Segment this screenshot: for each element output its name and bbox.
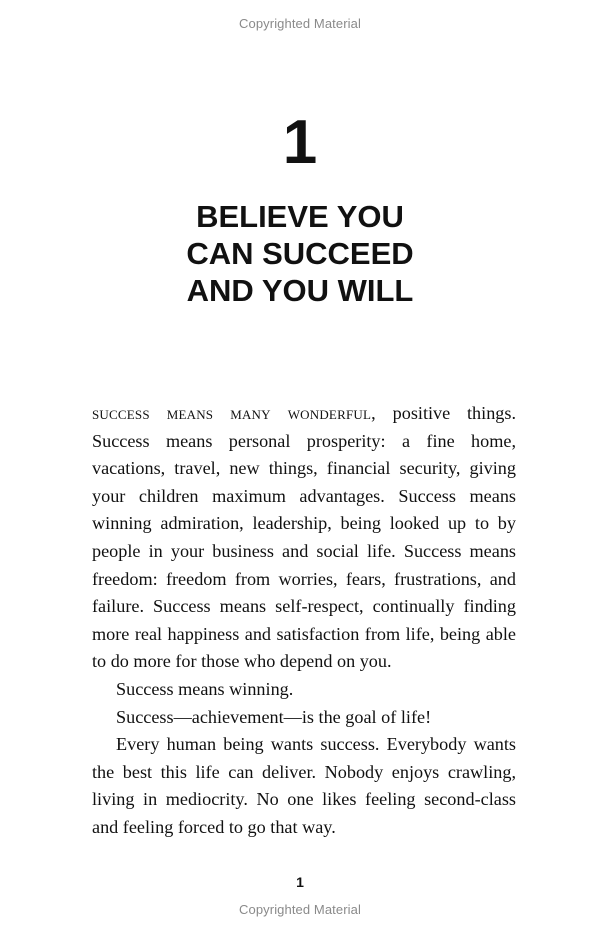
paragraph-3: Success—achievement—is the goal of life!	[116, 706, 432, 727]
chapter-title-line-1: BELIEVE YOU	[196, 199, 404, 234]
paragraph-1	[92, 400, 516, 676]
paragraph-2: Success means winning.	[116, 678, 294, 699]
chapter-number: 1	[282, 108, 318, 177]
chapter-body	[92, 400, 516, 842]
chapter-title-line-3: AND YOU WILL	[186, 273, 414, 308]
copyright-watermark-top: Copyrighted Material	[239, 16, 361, 31]
paragraph-4: Every human being wants success. Everybody wants the best this life can deliver. Nobody enjoys crawling, living in mediocrity. No one likes feeling second-class and feeling forced to go that way.	[92, 734, 516, 837]
copyright-watermark-bottom: Copyrighted Material	[239, 902, 361, 917]
chapter-title	[0, 198, 600, 309]
page-number: 1	[296, 874, 304, 890]
opening-smallcaps: success means many wonderful,	[92, 403, 376, 423]
paragraph-1-text: positive things. Success means personal prosperity: a fine home, vacations, travel, new things, financial security, giving your children maximum advantages. Success means winning admiration, leadership, being looked up to by people in your business and social life. Success means freedom: freedom from worries, fears, frustrations, and failure. Success means self-respect, continually finding more real happiness and satisfaction from life, being able to do more for those who depend on you.	[92, 403, 516, 672]
chapter-title-line-2: CAN SUCCEED	[186, 236, 414, 271]
